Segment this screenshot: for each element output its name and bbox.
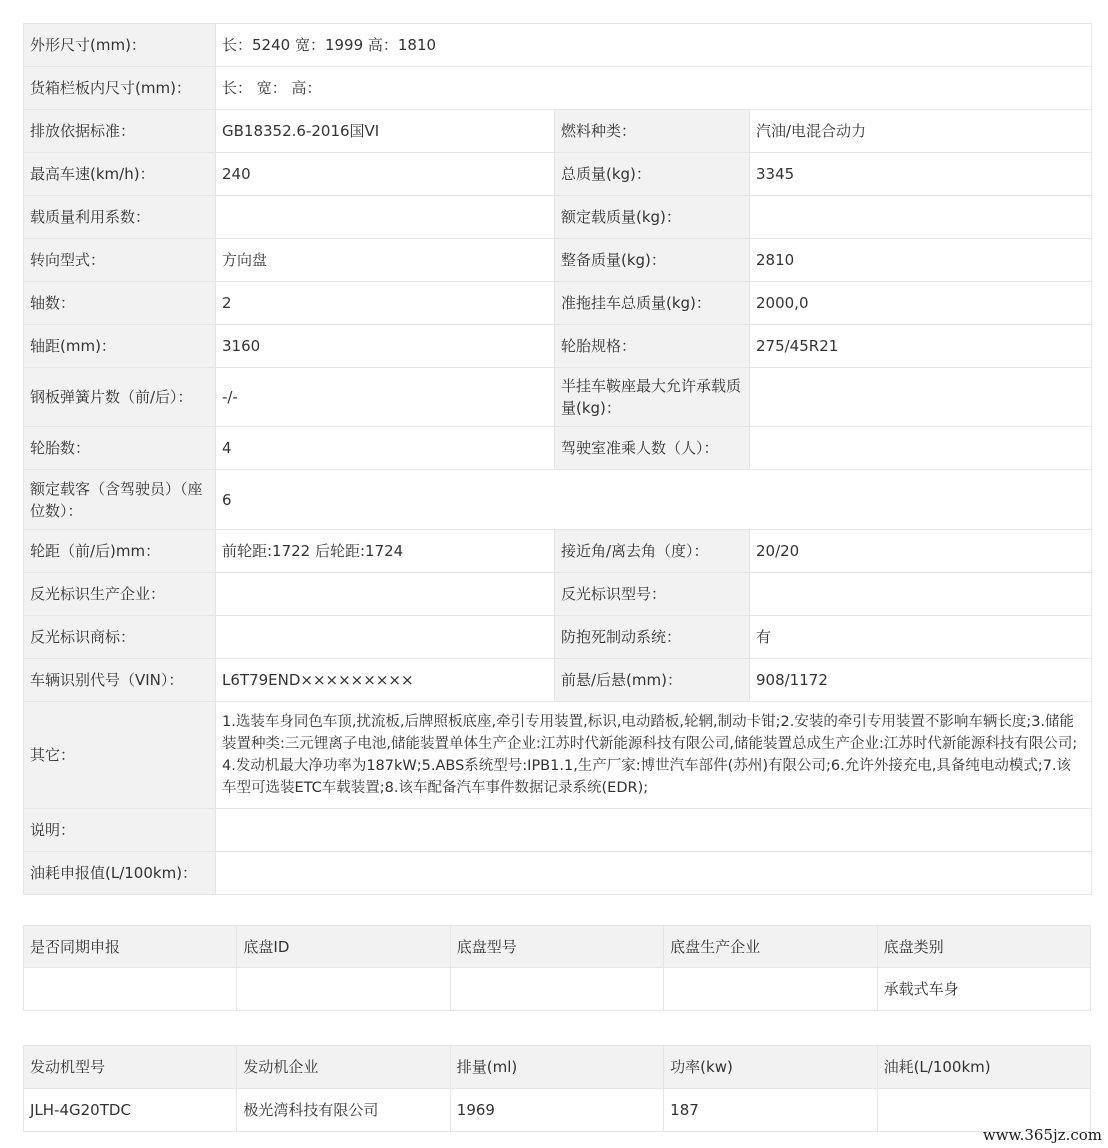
- spec-label: 钢板弹簧片数（前/后）：: [24, 368, 216, 427]
- table-row: [24, 325, 1092, 368]
- spec-label: 半挂车鞍座最大允许承载质量(kg)：: [555, 368, 750, 427]
- spec-value: [216, 616, 555, 659]
- other-value: 1.选装车身同色车顶,扰流板,后牌照板底座,牵引专用装置,标识,电动踏板,轮辋,制动卡钳;2.安装的牵引专用装置不影响车辆长度;3.储能装置种类:三元锂离子电池,储能装置单体生产企业:江苏时代新能源科技有限公司,储能装置总成生产企业:江苏时代新能源科技有限公司;4.发动机最大净功率为187kW;5.ABS系统型号:IPB1.1,生产厂家:博世汽车部件(苏州)有限公司;6.允许外接充电,具备纯电动模式;7.该车型可选装ETC车载装置;8.该车配备汽车事件数据记录系统(EDR);: [216, 702, 1092, 809]
- spec-value: 20/20: [750, 530, 1092, 573]
- column-header: 排量(ml): [450, 1046, 663, 1089]
- spec-value: 2810: [750, 239, 1092, 282]
- table-cell: JLH-4G20TDC: [24, 1089, 237, 1132]
- table-row: [24, 196, 1092, 239]
- spec-label: 反光标识型号：: [555, 573, 750, 616]
- spec-label: 驾驶室准乘人数（人）：: [555, 427, 750, 470]
- column-header: 底盘ID: [237, 926, 450, 968]
- spec-label: 轮胎规格：: [555, 325, 750, 368]
- table-row: [24, 616, 1092, 659]
- spec-value: 方向盘: [216, 239, 555, 282]
- table-row: [24, 110, 1092, 153]
- table-cell: 1969: [450, 1089, 663, 1132]
- dimensions-label: 外形尺寸(mm)：: [24, 24, 216, 67]
- spec-value: 3345: [750, 153, 1092, 196]
- table-cell: [237, 968, 450, 1011]
- spec-label: 燃料种类：: [555, 110, 750, 153]
- spec-value: 4: [216, 427, 555, 470]
- table-row: [24, 659, 1092, 702]
- spec-value: 汽油/电混合动力: [750, 110, 1092, 153]
- spec-label: 整备质量(kg)：: [555, 239, 750, 282]
- fuel-value: [216, 852, 1092, 895]
- table-cell: [24, 968, 237, 1011]
- column-header: 发动机企业: [237, 1046, 450, 1089]
- note-value: [216, 809, 1092, 852]
- note-label: 说明：: [24, 809, 216, 852]
- column-header: 是否同期申报: [24, 926, 237, 968]
- column-header: 底盘生产企业: [664, 926, 877, 968]
- spec-label: 总质量(kg)：: [555, 153, 750, 196]
- spec-value: 3160: [216, 325, 555, 368]
- spec-value: 908/1172: [750, 659, 1092, 702]
- spec-label: 额定载质量(kg)：: [555, 196, 750, 239]
- spec-label: 转向型式：: [24, 239, 216, 282]
- spec-value: [216, 196, 555, 239]
- table-row: [24, 67, 1092, 110]
- cargo-box-label: 货箱栏板内尺寸(mm)：: [24, 67, 216, 110]
- table-header-row: [24, 926, 1091, 968]
- engine-table: [23, 1045, 1091, 1132]
- table-row: [24, 573, 1092, 616]
- table-row: [24, 153, 1092, 196]
- table-row: [24, 809, 1092, 852]
- spec-label: 反光标识商标：: [24, 616, 216, 659]
- table-row: [24, 1089, 1091, 1132]
- spec-label: 接近角/离去角（度）：: [555, 530, 750, 573]
- spec-label: 前悬/后悬(mm)：: [555, 659, 750, 702]
- spec-label: 车辆识别代号（VIN）：: [24, 659, 216, 702]
- watermark: www.365jz.com: [982, 1126, 1102, 1144]
- passengers-label: 额定载客（含驾驶员）（座位数）：: [24, 470, 216, 530]
- spec-value: L6T79END×××××××××: [216, 659, 555, 702]
- spec-table: [23, 23, 1092, 895]
- table-row: [24, 368, 1092, 427]
- spec-value: 2: [216, 282, 555, 325]
- spec-value: [750, 196, 1092, 239]
- table-header-row: [24, 1046, 1091, 1089]
- other-label: 其它：: [24, 702, 216, 809]
- chassis-table: [23, 925, 1091, 1011]
- column-header: 底盘型号: [450, 926, 663, 968]
- spec-label: 最高车速(km/h)：: [24, 153, 216, 196]
- table-row: [24, 470, 1092, 530]
- table-row: [24, 852, 1092, 895]
- spec-value: 前轮距:1722 后轮距:1724: [216, 530, 555, 573]
- column-header: 功率(kw): [664, 1046, 877, 1089]
- spec-label: 轮胎数：: [24, 427, 216, 470]
- spec-value: -/-: [216, 368, 555, 427]
- table-row: [24, 968, 1091, 1011]
- spec-value: [216, 573, 555, 616]
- fuel-label: 油耗申报值(L/100km)：: [24, 852, 216, 895]
- table-row: [24, 24, 1092, 67]
- spec-label: 排放依据标准：: [24, 110, 216, 153]
- spec-value: 275/45R21: [750, 325, 1092, 368]
- table-cell: [450, 968, 663, 1011]
- spec-value: 有: [750, 616, 1092, 659]
- table-row: [24, 282, 1092, 325]
- spec-label: 准拖挂车总质量(kg)：: [555, 282, 750, 325]
- spec-label: 载质量利用系数：: [24, 196, 216, 239]
- spec-label: 反光标识生产企业：: [24, 573, 216, 616]
- table-row: [24, 702, 1092, 809]
- cargo-box-value: 长： 宽： 高：: [216, 67, 1092, 110]
- table-cell: 187: [664, 1089, 877, 1132]
- spec-label: 轴距(mm)：: [24, 325, 216, 368]
- table-cell: 承载式车身: [877, 968, 1090, 1011]
- table-cell: [664, 968, 877, 1011]
- table-row: [24, 239, 1092, 282]
- passengers-value: 6: [216, 470, 1092, 530]
- column-header: 发动机型号: [24, 1046, 237, 1089]
- table-cell: 极光湾科技有限公司: [237, 1089, 450, 1132]
- spec-value: [750, 573, 1092, 616]
- spec-value: [750, 368, 1092, 427]
- spec-label: 防抱死制动系统：: [555, 616, 750, 659]
- column-header: 底盘类别: [877, 926, 1090, 968]
- spec-value: 2000,0: [750, 282, 1092, 325]
- column-header: 油耗(L/100km): [877, 1046, 1090, 1089]
- spec-value: GB18352.6-2016国VI: [216, 110, 555, 153]
- dimensions-value: 长：5240 宽：1999 高：1810: [216, 24, 1092, 67]
- spec-value: [750, 427, 1092, 470]
- spec-value: 240: [216, 153, 555, 196]
- spec-label: 轴数：: [24, 282, 216, 325]
- table-row: [24, 530, 1092, 573]
- spec-label: 轮距（前/后)mm：: [24, 530, 216, 573]
- table-row: [24, 427, 1092, 470]
